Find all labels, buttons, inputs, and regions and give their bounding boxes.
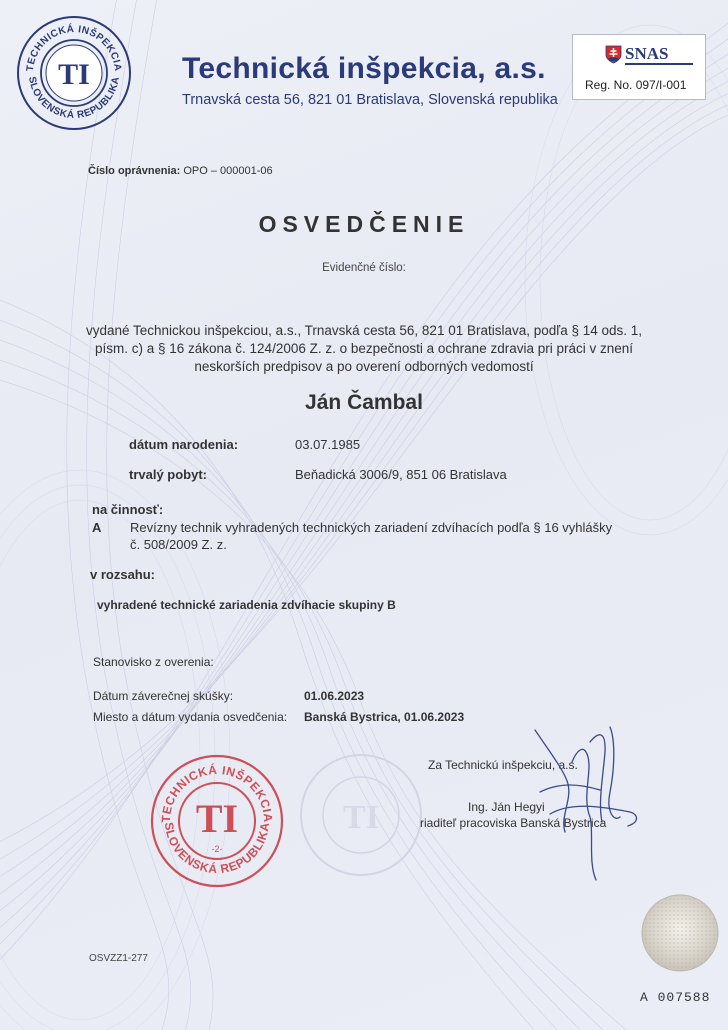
issuance-line: neskorších predpisov a po overení odborných vedomostí (194, 359, 534, 374)
snas-underline (625, 63, 693, 65)
permit-label: Číslo oprávnenia: (88, 165, 181, 177)
activity-label: na činnosť: (92, 502, 164, 517)
embossed-seal-monogram: TI (343, 799, 379, 836)
svg-text:TECHNICKÁ INŠPEKCIA: TECHNICKÁ INŠPEKCIA (158, 762, 276, 823)
issuance-statement (0, 322, 728, 376)
residence-value: Beňadická 3006/9, 851 06 Bratislava (295, 467, 507, 482)
birth-date-label: dátum narodenia: (129, 437, 239, 452)
scope-text: vyhradené technické zariadenia zdvíhacie skupiny B (97, 598, 396, 612)
stamp-monogram: TI (195, 796, 239, 841)
birth-date-value: 03.07.1985 (295, 437, 361, 452)
residence-label: trvalý pobyt: (129, 467, 208, 482)
hologram-sticker (640, 893, 720, 973)
exam-date-label: Dátum záverečnej skúšky: (93, 689, 234, 703)
slovak-coat-of-arms-icon (605, 45, 622, 64)
signer-name: Ing. Ján Hegyi (468, 800, 545, 814)
official-stamp (148, 752, 286, 890)
logo-monogram: TI (58, 58, 90, 91)
serial-number: A 007588 (640, 990, 711, 1005)
svg-text:SLOVENSKÁ REPUBLIKA: SLOVENSKÁ REPUBLIKA (161, 821, 273, 877)
activity-text-line: Revízny technik vyhradených technických zariadení zdvíhacích podľa § 16 vyhlášky (130, 520, 613, 535)
embossed-seal (298, 752, 424, 878)
issuance-line: vydané Technickou inšpekciou, a.s., Trnavská cesta 56, 821 01 Bratislava, podľa § 14 ods. 1, (85, 323, 643, 338)
issue-place-value: Banská Bystrica, 01.06.2023 (304, 710, 465, 724)
snas-accreditation-box (572, 34, 706, 100)
holder-name: Ján Čambal (305, 391, 423, 414)
permit-value: OPO – 000001-06 (183, 165, 273, 177)
svg-text:TECHNICKÁ INŠPEKCIA: TECHNICKÁ INŠPEKCIA (24, 23, 124, 73)
exam-date-value: 01.06.2023 (304, 689, 365, 703)
activity-text-line: č. 508/2009 Z. z. (130, 537, 227, 552)
document-title: OSVEDČENIE (258, 211, 470, 237)
signature-for-label: Za Technickú inšpekciu, a.s. (428, 758, 578, 772)
scope-label: v rozsahu: (90, 567, 156, 582)
handwritten-signature (510, 722, 650, 887)
permit-number (88, 165, 273, 177)
form-code: OSVZZ1-277 (89, 953, 148, 964)
svg-text:SLOVENSKÁ REPUBLIKA: SLOVENSKÁ REPUBLIKA (26, 75, 122, 122)
statement-label: Stanovisko z overenia: (93, 655, 214, 669)
snas-brand: SNAS (625, 44, 669, 63)
issue-place-label: Miesto a dátum vydania osvedčenia: (93, 710, 288, 724)
activity-code: A (92, 520, 102, 535)
org-name: Technická inšpekcia, a.s. (182, 52, 546, 85)
evidence-number-label: Evidenčné číslo: (322, 262, 406, 274)
ti-logo (15, 14, 133, 132)
stamp-number: -2- (211, 844, 223, 854)
issuance-line: písm. c) a § 16 zákona č. 124/2006 Z. z. o bezpečnosti a ochrane zdravia pri práci v znení (94, 341, 634, 356)
signer-role: riaditeľ pracoviska Banská Bystrica (420, 816, 607, 830)
org-address: Trnavská cesta 56, 821 01 Bratislava, Slovenská republika (182, 92, 558, 108)
snas-reg-number: Reg. No. 097/I-001 (585, 78, 687, 92)
